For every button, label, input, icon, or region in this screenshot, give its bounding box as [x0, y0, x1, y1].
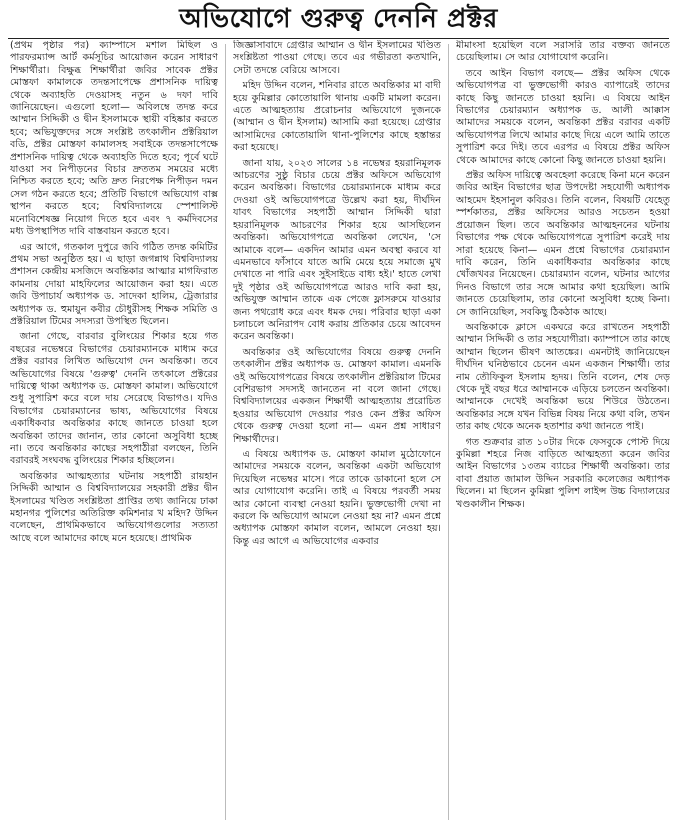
paragraph: গত শুক্রবার রাত ১০টার দিকে ফেসবুকে পোস্ট দিয়ে কুমিল্লা শহরে নিজ বাড়িতে আত্মহত্যা করেন জবির আইন বিভাগের ১৩তম ব্যাচের শিক্ষার্থী অবন্তিকা। তার বাবা প্রয়াত জামাল উদ্দিন সরকারি কলেজের অধ্যাপক ছিলেন। মা ছিলেন কুমিল্লা পুলিশ লাইন্স উচ্চ বিদ্যালয়ের খণ্ডকালীন শিক্ষক। — [456, 436, 670, 510]
paragraph: জানা গেছে, বারবার বুলিংয়ের শিকার হয়ে গত বছরের নভেম্বরে বিভাগের চেয়ারম্যানকে মাধ্যম করে প্রক্টর বরাবর লিখিত অভিযোগ দেন অবন্তিকা। তবে অভিযোগের বিষয়ে 'গুরুত্ব' দেননি তৎকালে প্রক্টরের দায়িত্বে থাকা অধ্যাপক ড. মোস্তফা কামাল। অভিযোগে শুধু সুপারিশ করে বলে দায় সেরেছে বিভাগও। যদিও বিভাগের চেয়ারম্যানের ভাষ্য, অভিযোগের বিষয়ে একাধিকবার অবন্তিকার কাছে জানতে চাওয়া হলে অবন্তিকা তাদের জানান, তার কোনো অসুবিধা হচ্ছে না। তবে অবন্তিকার কাছের সহপাঠীরা বলছেন, তিনি বরাবরই সংঘবদ্ধ বুলিংয়ের শিকার হচ্ছিলেন। — [10, 331, 218, 467]
paragraph: মীমাংসা হয়েছিল বলে সরাসরি তার বক্তব্য জানতে চেয়েছিলাম। সে আর যোগাযোগ করেনি। — [456, 40, 670, 64]
column-divider — [448, 44, 449, 820]
column-divider — [225, 44, 226, 820]
headline-rule — [8, 38, 669, 39]
column-3 — [456, 40, 670, 820]
article-body — [10, 40, 670, 820]
headline: অভিযোগে গুরুত্ব দেননি প্রক্টর — [179, 4, 498, 34]
paragraph: তবে আইন বিভাগ বলছে— প্রক্টর অফিস থেকে অভিযোগপত্র বা ভুক্তভোগী কারও ব্যাপারেই তাদের কাছে কিছু জানতে চাওয়া হয়নি। এ বিষয়ে আইন বিভাগের চেয়ারম্যান অধ্যাপক ড. আলী আক্কাস আমাদের সময়কে বলেন, অবন্তিকা প্রক্টর বরাবর একটি অভিযোগপত্র লিখে আমার কাছে দিয়ে এলে আমি তাতে সুপারিশ করে দিই। তবে এরপর এ বিষয়ে প্রক্টর অফিস থেকে আমাদের কাছে কোনো কিছু জানতে চাওয়া হয়নি। — [456, 67, 670, 166]
paragraph: অবন্তিকাকে ক্লাসে একঘরে করে রাখতেন সহপাঠী আম্মান সিদ্দিকী ও তার সহযোগীরা। ক্যাম্পাসে তার কাছে আম্মান ছিলেন ভীষণ আতঙ্কের। এমনটাই জানিয়েছেন দীর্ঘদিন ঘনিষ্ঠভাবে চেনেন এমন একজন শিক্ষার্থী। তার নাম তৌফিকুল ইসলাম হৃদয়। তিনি বলেন, শেষ দেড় থেকে দুই বছর ধরে আম্মানকে এড়িয়ে চলতেন অবন্তিকা। আম্মানকে দেখেই অবন্তিকা ভয়ে শিউরে উঠতেন। অবন্তিকার সঙ্গে যখন বিভিন্ন বিষয় নিয়ে কথা বলি, তখন তার কাছ থেকে অনেক হতাশার কথা জানতে পাই। — [456, 321, 670, 433]
column-1 — [10, 40, 218, 820]
paragraph: মহিদ উদ্দিন বলেন, শনিবার রাতে অবন্তিকার মা বাদী হয়ে কুমিল্লার কোতোয়ালি থানায় একটি মামলা করেন। এতে আত্মহত্যায় প্ররোচনার অভিযোগে দুজনকে (আম্মান ও দ্বীন ইসলাম) আসামি করা হয়েছে। গ্রেপ্তার আসামিদের কোতোয়ালি থানা-পুলিশের কাছে হস্তান্তর করা হয়েছে। — [233, 80, 441, 154]
paragraph: (প্রথম পৃষ্ঠার পর) ক্যাম্পাসে মশাল মিছিল ও পারফরম্যান্স আর্ট কর্মসূচির আয়োজন করেন সাধারণ শিক্ষার্থীরা। বিক্ষুব্ধ শিক্ষার্থীরা জবির সাবেক প্রক্টর মোস্তফা কামালকে তদন্তসাপেক্ষে প্রশাসনিক দায়িত্ব থেকে অব্যাহতি দেওয়াসহ নতুন ৬ দফা দাবি জানিয়েছেন। এগুলো হলো— অবিলম্বে তদন্ত করে আম্মান সিদ্দিকী ও দ্বীন ইসলামকে স্থায়ী বহিষ্কার করতে হবে; অভিযুক্তদের সঙ্গে সংশ্লিষ্ট তৎকালীন প্রক্টরিয়াল বডি, প্রক্টর মোস্তফা কামালসহ সবাইকে তদন্তসাপেক্ষে প্রশাসনিক দায়িত্ব থেকে অব্যাহতি দিতে হবে; পূর্বে ঘটে যাওয়া সব নিপীড়নের বিচার দ্রুততম সময়ের মধ্যে নিশ্চিত করতে হবে; অতি দ্রুত নিরপেক্ষ নিপীড়ন দমন সেল গঠন করতে হবে; প্রতিটি বিভাগে অভিযোগ বাক্স স্থাপন করতে হবে; বিশ্ববিদ্যালয়ে স্পেশালিস্ট মনোবিশেষজ্ঞ নিয়োগ দিতে হবে এবং ৭ কর্মদিবসের মধ্য উপস্থাপিত দাবি বাস্তবায়ন করতে হবে। — [10, 40, 218, 238]
paragraph: অবন্তিকার আত্মহত্যার ঘটনায় সহপাঠী রায়হান সিদ্দিকী আম্মান ও বিশ্ববিদ্যালয়ের সহকারী প্রক্টর দ্বীন ইসলামের খণ্ডিত সংশ্লিষ্টতা প্রাপ্তির তথ্য জানিয়ে ঢাকা মহানগর পুলিশের অতিরিক্ত কমিশনার খ মহিদ? উদ্দিন বলেছেন, প্রাথমিকভাবে অভিযোগগুলোর সত্যতা আছে বলে আমাদের কাছে মনে হয়েছে। প্রাথমিক — [10, 470, 218, 544]
paragraph: এর আগে, গতকাল দুপুরে জবি গঠিত তদন্ত কমিটির প্রথম সভা অনুষ্ঠিত হয়। এ ছাড়া জগন্নাথ বিশ্ববিদ্যালয় প্রশাসন কেন্দ্রীয় মসজিদে অবন্তিকার আত্মার মাগফিরাত কামনায় দোয়া মাহফিলের আয়োজন করা হয়। এতে জবি উপাচার্য অধ্যাপক ড. সাদেকা হালিম, ট্রেজারার অধ্যাপক ড. হুমায়ুন কবীর চৌধুরীসহ শিক্ষক সমিতি ও প্রক্টরিয়াল টিমের সদস্যরা উপস্থিত ছিলেন। — [10, 241, 218, 327]
paragraph: অবন্তিকার ওই অভিযোগের বিষয়ে গুরুত্ব দেননি তৎকালীন প্রক্টর অধ্যাপক ড. মোস্তফা কামাল। এমনকি ওই অভিযোগপত্রের বিষয়ে তৎকালীন প্রক্টরিয়াল টিমের বেশিরভাগ সদস্যই জানতেন না বলে জানা গেছে। বিশ্ববিদ্যালয়ের একজন শিক্ষার্থী আত্মহত্যায় প্ররোচিত হওয়ার অভিযোগ দেওয়ার পরও কেন প্রক্টর অফিস থেকে গুরুত্ব দেওয়া হলো না— এমন প্রশ্ন সাধারণ শিক্ষার্থীদের। — [233, 346, 441, 445]
paragraph: প্রক্টর অফিস দায়িত্বে অবহেলা করেছে কিনা মনে করেন জবির আইন বিভাগের ছাত্র উপদেষ্টা সহযোগী অধ্যাপক আহমেদ ইহসানুল কবিরও। তিনি বলেন, বিষয়টি যেহেতু স্পর্শকাতর, প্রক্টর অফিসের আরও সচেতন হওয়া প্রয়োজন ছিল। তবে অবন্তিকার আত্মহননের ঘটনায় বিভাগের পক্ষ থেকে অভিযোগপত্রে সুপারিশ করেই দায় সারা হয়েছে কিনা— এমন প্রশ্নে বিভাগের চেয়ারম্যান দাবি করেন, তিনি একাধিকবার অবন্তিকার কাছে খোঁজখবর নিয়েছেন। চেয়ারম্যান বলেন, ঘটনার আগের দিনও বিভাগে তার সঙ্গে আমার কথা হয়েছিল। আমি জানতে চেয়েছিলাম, তার কোনো অসুবিধা হচ্ছে কিনা। সে জানিয়েছিল, সবকিছু ঠিকঠাক আছে। — [456, 170, 670, 318]
column-2 — [233, 40, 441, 820]
paragraph: এ বিষয়ে অধ্যাপক ড. মোস্তফা কামাল মুঠোফোনে আমাদের সময়কে বলেন, অবন্তিকা একটা অভিযোগ দিয়েছিল নভেম্বর মাসে। পরে তাকে ডাকানো হলে সে আর যোগাযোগ করেনি। তাই এ বিষয়ে পরবর্তী সময় আর কোনো ব্যবস্থা নেওয়া হয়নি। ভুক্তভোগী দেখা না করলে কি অভিযোগ আমলে নেওয়া হয় না? এমন প্রশ্নে অধ্যাপক মোস্তফা কামাল বলেন, আমলে নেওয়া হয়। কিন্তু এর আগে এ অভিযোগের একবার — [233, 449, 441, 547]
paragraph: জিজ্ঞাসাবাদে গ্রেপ্তার আম্মান ও দ্বীন ইসলামের খণ্ডিত সংশ্লিষ্টতা পাওয়া গেছে। তবে এর গভীরতা কতখানি, সেটা তদন্তে বেরিয়ে আসবে। — [233, 40, 441, 76]
paragraph: জানা যায়, ২০২৩ সালের ১৪ নভেম্বর হয়রানিমূলক আচরণের সুষ্ঠু বিচার চেয়ে প্রক্টর অফিসে অভিযোগ করেন অবন্তিকা। বিভাগের চেয়ারম্যানকে মাধ্যম করে দেওয়া ওই অভিযোগপত্রে উল্লেখ করা হয়, দীর্ঘদিন যাবৎ বিভাগের সহপাঠী আম্মান সিদ্দিকী দ্বারা হয়রানিমূলক আচরণের শিকার হয়ে আসছিলেন অবন্তিকা। অভিযোগপত্রে অবন্তিকা লেখেন, 'সে আমাকে বলে— একদিন আমার এমন অবস্থা করবে যা এমনভাবে ফাঁসাবে যাতে আমি মেয়ে হয়ে সমাজে মুখ দেখাতে না পারি এবং সুইসাইডে বাধ্য হই।' হাতে লেখা দুই পৃষ্ঠার ওই অভিযোগপত্রে আরও দাবি করা হয়, অভিযুক্ত আম্মান তাকে এক পেজে ফ্লাসরুমে যাওয়ার জন্য পথরোধ করে এবং ধমক দেয়। পরিবার ছাড়া একা চলাচলে অনিরাপদ বোধ করায় প্রতিকার চেয়ে আবেদন করেন অবন্তিকা। — [233, 157, 441, 343]
